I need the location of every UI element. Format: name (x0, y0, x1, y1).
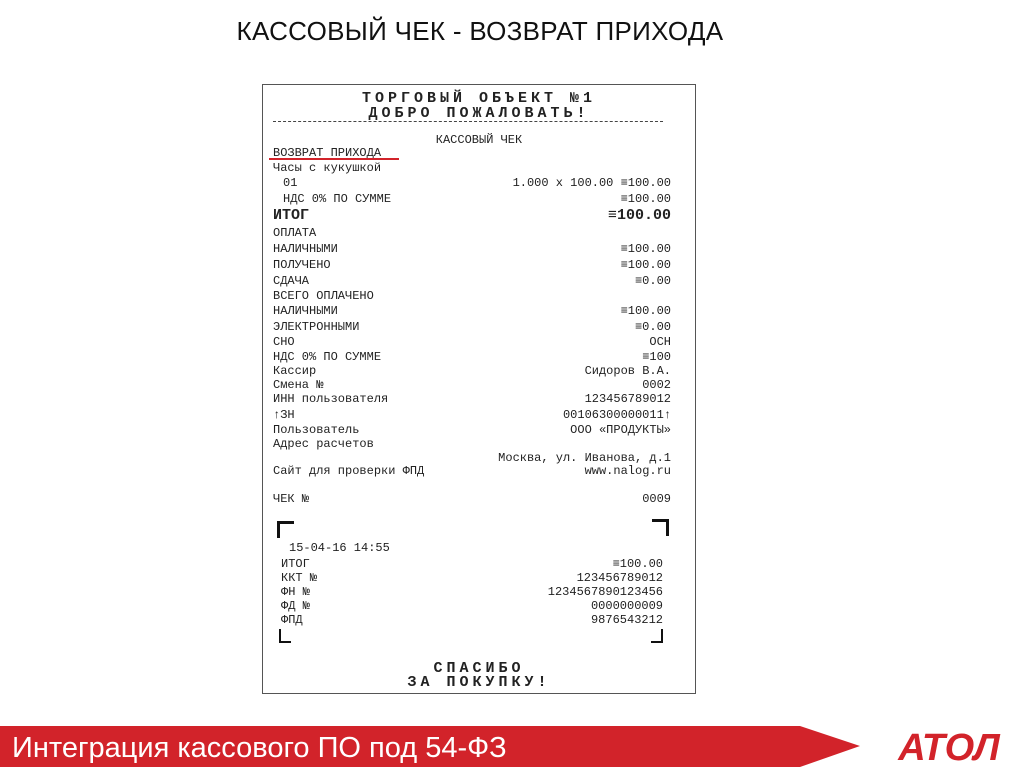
address-label: Адрес расчетов (273, 437, 374, 451)
zn-row (273, 408, 671, 422)
zn-value: 00106300000011↑ (562, 408, 671, 422)
operation-label: ВОЗВРАТ ПРИХОДА (273, 146, 382, 160)
address-value: Москва, ул. Иванова, д.1 (498, 451, 671, 465)
sno-value: ОСН (649, 335, 671, 349)
qr-fd-value: 0000000009 (590, 599, 663, 613)
check-no-row (273, 492, 671, 506)
total-paid-row (273, 289, 671, 303)
address-value-row (273, 451, 671, 465)
frame-corner-bottom-left-icon (279, 629, 291, 643)
cashier-label: Кассир (273, 364, 317, 378)
paid-cash-label: НАЛИЧНЫМИ (273, 304, 338, 318)
total-paid-label: ВСЕГО ОПЛАЧЕНО (273, 289, 374, 303)
qr-fd-label: ФД № (281, 599, 310, 613)
item-name-row (273, 161, 671, 175)
logo-text: АТОЛ (898, 727, 1000, 767)
footer-text: Интеграция кассового ПО под 54-ФЗ (12, 732, 507, 764)
sno-row (273, 335, 671, 349)
frame-corner-bottom-right-icon (651, 629, 663, 643)
store-name: ТОРГОВЫЙ ОБЪЕКТ №1 (361, 90, 597, 107)
shift-value: 0002 (642, 378, 671, 392)
item-number: 01 (283, 176, 298, 190)
received-label: ПОЛУЧЕНО (273, 258, 331, 272)
qr-kkt-row (281, 571, 663, 585)
item-calc-row (273, 176, 671, 190)
vat-sum-value: ≡100 (642, 350, 671, 364)
electronic-label: ЭЛЕКТРОННЫМИ (273, 320, 360, 334)
item-vat-value: ≡100.00 (620, 192, 671, 206)
qr-kkt-label: ККТ № (281, 571, 318, 585)
qr-fpd-label: ФПД (281, 613, 303, 627)
item-vat-label: НДС 0% ПО СУММЕ (283, 192, 392, 206)
shift-label: Смена № (273, 378, 324, 392)
total-value: ≡100.00 (607, 207, 671, 224)
site-value: www.nalog.ru (584, 464, 671, 478)
payment-row (273, 226, 671, 240)
site-row (273, 464, 671, 478)
cash-value: ≡100.00 (620, 242, 671, 256)
frame-corner-top-left-icon (277, 521, 294, 538)
qr-fpd-value: 9876543212 (590, 613, 663, 627)
vat-sum-row (273, 350, 671, 364)
user-value: ООО «ПРОДУКТЫ» (570, 423, 671, 437)
total-label: ИТОГ (273, 207, 310, 224)
qr-datetime-row (289, 541, 663, 555)
address-label-row (273, 437, 671, 451)
site-label: Сайт для проверки ФПД (273, 464, 425, 478)
qr-datetime: 15-04-16 14:55 (289, 541, 390, 555)
aton-logo (880, 727, 1018, 767)
electronic-value: ≡0.00 (634, 320, 671, 334)
electronic-row (273, 320, 671, 334)
received-row (273, 258, 671, 272)
inn-label: ИНН пользователя (273, 392, 389, 406)
cash-row (273, 242, 671, 256)
qr-total-value: ≡100.00 (612, 557, 663, 571)
qr-fpd-row (281, 613, 663, 627)
item-calc: 1.000 х 100.00 ≡100.00 (512, 176, 671, 190)
operation-underline (269, 158, 399, 160)
vat-sum-label: НДС 0% ПО СУММЕ (273, 350, 382, 364)
doc-type: КАССОВЫЙ ЧЕК (435, 133, 523, 147)
qr-fd-row (281, 599, 663, 613)
inn-value: 123456789012 (584, 392, 671, 406)
change-row (273, 274, 671, 288)
cashier-value: Сидоров В.А. (584, 364, 671, 378)
received-value: ≡100.00 (620, 258, 671, 272)
qr-total-row (281, 557, 663, 571)
cash-label: НАЛИЧНЫМИ (273, 242, 338, 256)
total-row (273, 207, 671, 225)
check-no-label: ЧЕК № (273, 492, 310, 506)
receipt (262, 84, 696, 694)
payment-label: ОПЛАТА (273, 226, 317, 240)
qr-fn-value: 1234567890123456 (547, 585, 663, 599)
thanks-line1: СПАСИБО (433, 660, 525, 677)
shift-row (273, 378, 671, 392)
user-label: Пользователь (273, 423, 360, 437)
change-label: СДАЧА (273, 274, 310, 288)
check-no-value: 0009 (642, 492, 671, 506)
thanks-line2: ЗА ПОКУПКУ! (407, 674, 551, 691)
inn-row (273, 392, 671, 406)
store-greeting: ДОБРО ПОЖАЛОВАТЬ! (368, 105, 590, 122)
frame-corner-top-right-icon (652, 519, 669, 536)
slide-title: КАССОВЫЙ ЧЕК - ВОЗВРАТ ПРИХОДА (236, 16, 724, 46)
paid-cash-value: ≡100.00 (620, 304, 671, 318)
paid-cash-row (273, 304, 671, 318)
user-row (273, 423, 671, 437)
item-name: Часы с кукушкой (273, 161, 382, 175)
qr-kkt-value: 123456789012 (576, 571, 663, 585)
change-value: ≡0.00 (634, 274, 671, 288)
sno-label: СНО (273, 335, 295, 349)
qr-fn-label: ФН № (281, 585, 310, 599)
qr-total-label: ИТОГ (281, 557, 310, 571)
item-vat-row (273, 192, 671, 206)
qr-fn-row (281, 585, 663, 599)
cashier-row (273, 364, 671, 378)
dashed-divider (273, 121, 663, 122)
zn-label: ↑ЗН (273, 408, 295, 422)
